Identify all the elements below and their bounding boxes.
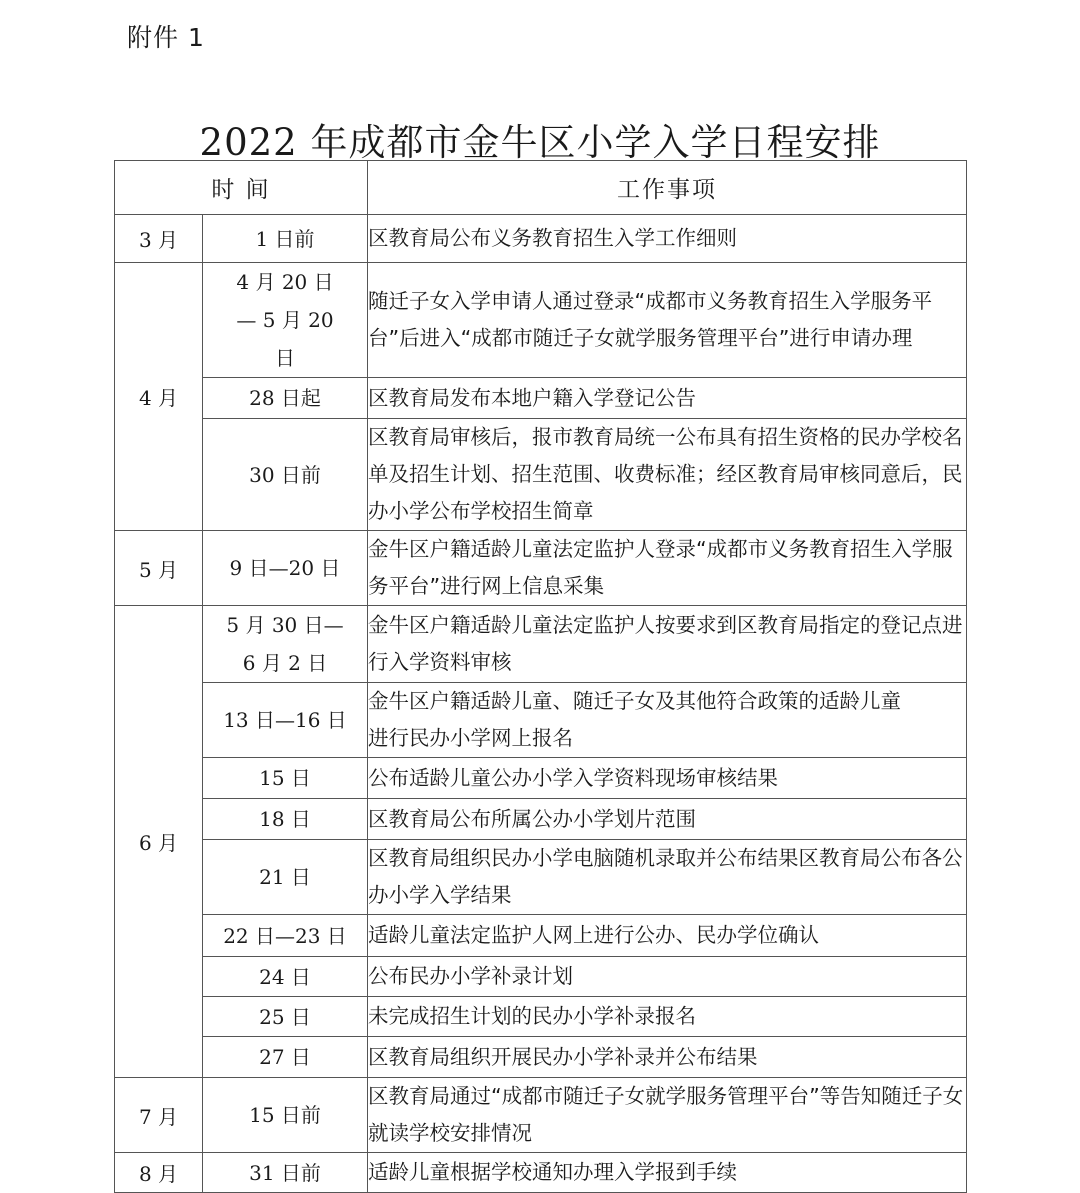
work-cell: 公布适龄儿童公办小学入学资料现场审核结果 (368, 758, 967, 799)
work-cell: 金牛区户籍适龄儿童法定监护人按要求到区教育局指定的登记点进行入学资料审核 (368, 606, 967, 683)
table-row (115, 1153, 967, 1193)
work-cell: 未完成招生计划的民办小学补录报名 (368, 997, 967, 1037)
table-row (115, 915, 967, 957)
table-header-row (115, 161, 967, 215)
table-row (115, 263, 967, 378)
month-cell: 5 月 (115, 531, 203, 606)
date-cell: 1 日前 (203, 215, 368, 263)
date-cell: 15 日 (203, 758, 368, 799)
table-row (115, 957, 967, 997)
work-cell: 适龄儿童根据学校通知办理入学报到手续 (368, 1153, 967, 1193)
work-cell: 区教育局审核后，报市教育局统一公布具有招生资格的民办学校名单及招生计划、招生范围、收费标准；经区教育局审核同意后，民办小学公布学校招生简章 (368, 419, 967, 531)
date-cell: 15 日前 (203, 1078, 368, 1153)
date-cell: 28 日起 (203, 378, 368, 419)
work-cell: 金牛区户籍适龄儿童、随迁子女及其他符合政策的适龄儿童进行民办小学网上报名 (368, 683, 967, 758)
table-row (115, 758, 967, 799)
work-cell: 随迁子女入学申请人通过登录“成都市义务教育招生入学服务平台”后进入“成都市随迁子女就学服务管理平台”进行申请办理 (368, 263, 967, 378)
attachment-label: 附件 1 (127, 23, 205, 52)
date-cell: 30 日前 (203, 419, 368, 531)
table-row (115, 997, 967, 1037)
date-cell: 31 日前 (203, 1153, 368, 1193)
table-row (115, 531, 967, 606)
table-row (115, 378, 967, 419)
work-cell: 区教育局通过“成都市随迁子女就学服务管理平台”等告知随迁子女就读学校安排情况 (368, 1078, 967, 1153)
header-work: 工作事项 (368, 161, 967, 215)
date-cell: 21 日 (203, 840, 368, 915)
month-cell: 6 月 (115, 606, 203, 1078)
table-row (115, 683, 967, 758)
month-cell: 3 月 (115, 215, 203, 263)
schedule-table (114, 160, 967, 1193)
date-cell: 18 日 (203, 799, 368, 840)
date-cell: 25 日 (203, 997, 368, 1037)
month-cell: 8 月 (115, 1153, 203, 1193)
work-cell: 区教育局组织开展民办小学补录并公布结果 (368, 1037, 967, 1078)
date-cell: 13 日—16 日 (203, 683, 368, 758)
date-cell: 24 日 (203, 957, 368, 997)
date-cell: 22 日—23 日 (203, 915, 368, 957)
month-cell: 7 月 (115, 1078, 203, 1153)
table-row (115, 799, 967, 840)
table-row (115, 606, 967, 683)
table-row (115, 419, 967, 531)
date-cell: 4 月 20 日— 5 月 20 日 (203, 263, 368, 378)
date-cell: 9 日—20 日 (203, 531, 368, 606)
work-cell: 区教育局公布所属公办小学划片范围 (368, 799, 967, 840)
work-cell: 公布民办小学补录计划 (368, 957, 967, 997)
work-cell: 区教育局发布本地户籍入学登记公告 (368, 378, 967, 419)
table-row (115, 840, 967, 915)
table-row (115, 1078, 967, 1153)
document-title: 2022 年成都市金牛区小学入学日程安排 (199, 121, 881, 164)
table-row (115, 1037, 967, 1078)
header-time: 时 间 (115, 161, 368, 215)
work-cell: 适龄儿童法定监护人网上进行公办、民办学位确认 (368, 915, 967, 957)
date-cell: 27 日 (203, 1037, 368, 1078)
work-cell: 区教育局公布义务教育招生入学工作细则 (368, 215, 967, 263)
table-row (115, 215, 967, 263)
work-cell: 金牛区户籍适龄儿童法定监护人登录“成都市义务教育招生入学服务平台”进行网上信息采集 (368, 531, 967, 606)
month-cell: 4 月 (115, 263, 203, 531)
date-cell: 5 月 30 日— 6 月 2 日 (203, 606, 368, 683)
work-cell: 区教育局组织民办小学电脑随机录取并公布结果区教育局公布各公办小学入学结果 (368, 840, 967, 915)
